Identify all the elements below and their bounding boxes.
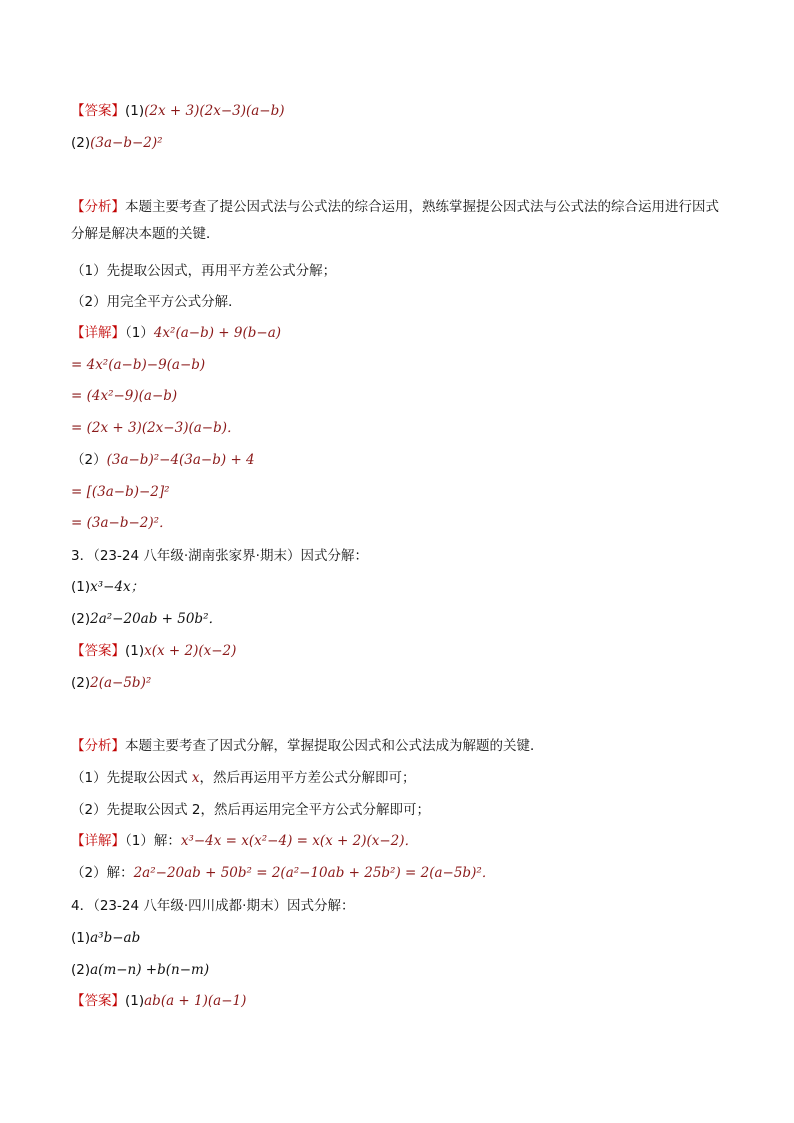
q2-detail-1 bbox=[71, 323, 281, 343]
answer-expression: x(x + 2)(x−2) bbox=[144, 643, 237, 659]
analysis-step: （1）先提取公因式 bbox=[71, 770, 192, 786]
q2-answer-line-1 bbox=[71, 101, 285, 121]
q3-detail-1 bbox=[71, 831, 418, 851]
detail-expression: x³−4x = x(x²−4) = x(x + 2)(x−2)． bbox=[180, 833, 419, 849]
q3-title bbox=[71, 546, 368, 566]
detail-expression: (3a−b)²−4(3a−b) + 4 bbox=[106, 452, 255, 468]
detail-step: = (2x + 3)(2x−3)(a−b)． bbox=[71, 420, 241, 436]
answer-expression: ab(a + 1)(a−1) bbox=[144, 993, 247, 1009]
q4-part-2 bbox=[71, 960, 209, 980]
answer-expression: 2(a−5b)² bbox=[90, 675, 152, 691]
analysis-label: 【分析】 bbox=[71, 738, 125, 754]
part-prefix: (2) bbox=[71, 611, 91, 627]
analysis-step: （2）用完全平方公式分解． bbox=[71, 294, 242, 310]
answer-prefix: (1) bbox=[125, 103, 145, 119]
q2-analysis-2 bbox=[71, 292, 242, 312]
part-expression: x³−4x； bbox=[90, 579, 145, 595]
detail-prefix: （2）解： bbox=[71, 865, 134, 881]
q3-analysis-2 bbox=[71, 800, 430, 820]
part-expression: a(m−n) +b(n−m) bbox=[90, 962, 210, 978]
detail-prefix: （1）解： bbox=[125, 833, 181, 849]
analysis-variable: x bbox=[191, 770, 200, 786]
part-prefix: (1) bbox=[71, 579, 91, 595]
detail-label: 【详解】 bbox=[71, 325, 125, 341]
detail-step: = 4x²(a−b)−9(a−b) bbox=[71, 357, 206, 373]
q2-detail-2 bbox=[71, 450, 255, 470]
q2-detail-1-step-3 bbox=[71, 418, 241, 438]
q3-part-2 bbox=[71, 609, 222, 629]
detail-expression: 4x²(a−b) + 9(b−a) bbox=[153, 325, 282, 341]
q4-answer-line-1 bbox=[71, 991, 246, 1011]
part-expression: a³b−ab bbox=[90, 930, 141, 946]
detail-prefix: （1） bbox=[125, 325, 154, 341]
question-title: 4．（23-24 八年级·四川成都·期末）因式分解： bbox=[71, 898, 355, 914]
detail-step: = [(3a−b)−2]² bbox=[71, 484, 170, 500]
q4-title bbox=[71, 896, 354, 916]
answer-prefix: (2) bbox=[71, 675, 91, 691]
analysis-label: 【分析】 bbox=[71, 199, 125, 215]
q3-part-1 bbox=[71, 577, 144, 597]
answer-label: 【答案】 bbox=[71, 993, 125, 1009]
part-expression: 2a²−20ab + 50b²． bbox=[90, 611, 222, 627]
analysis-step: （1）先提取公因式，再用平方差公式分解； bbox=[71, 263, 337, 279]
answer-label: 【答案】 bbox=[71, 103, 125, 119]
analysis-text: 本题主要考查了因式分解，掌握提取公因式和公式法成为解题的关键． bbox=[125, 738, 544, 754]
detail-prefix: （2） bbox=[71, 452, 107, 468]
answer-prefix: (2) bbox=[71, 135, 91, 151]
q3-answer-line-1 bbox=[71, 641, 236, 661]
answer-label: 【答案】 bbox=[71, 643, 125, 659]
analysis-step-tail: ，然后再运用平方差公式分解即可； bbox=[199, 770, 416, 786]
q2-detail-2-step-1 bbox=[71, 482, 170, 502]
analysis-step: （2）先提取公因式 2，然后再运用完全平方公式分解即可； bbox=[71, 802, 430, 818]
q3-analysis-1 bbox=[71, 768, 416, 788]
q3-answer-line-2 bbox=[71, 673, 151, 693]
detail-expression: 2a²−20ab + 50b² = 2(a²−10ab + 25b²) = 2(a−5b)²． bbox=[133, 865, 496, 881]
answer-prefix: (1) bbox=[125, 993, 145, 1009]
q2-detail-1-step-2 bbox=[71, 386, 177, 406]
q2-analysis-1 bbox=[71, 261, 336, 281]
part-prefix: (1) bbox=[71, 930, 91, 946]
answer-prefix: (1) bbox=[125, 643, 145, 659]
q2-detail-2-step-2 bbox=[71, 513, 173, 533]
answer-expression: (3a−b−2)² bbox=[90, 135, 163, 151]
answer-expression: (2x + 3)(2x−3)(a−b) bbox=[144, 103, 285, 119]
detail-label: 【详解】 bbox=[71, 833, 125, 849]
q2-answer-line-2 bbox=[71, 133, 163, 153]
q2-analysis bbox=[71, 194, 721, 248]
question-title: 3．（23-24 八年级·湖南张家界·期末）因式分解： bbox=[71, 548, 368, 564]
q3-analysis bbox=[71, 736, 544, 756]
detail-step: = (3a−b−2)²． bbox=[71, 515, 173, 531]
detail-step: = (4x²−9)(a−b) bbox=[71, 388, 178, 404]
analysis-text: 本题主要考查了提公因式法与公式法的综合运用，熟练掌握提公因式法与公式法的综合运用进行因式分解是解决本题的关键． bbox=[71, 199, 719, 242]
q4-part-1 bbox=[71, 928, 140, 948]
q2-detail-1-step-1 bbox=[71, 355, 205, 375]
part-prefix: (2) bbox=[71, 962, 91, 978]
q3-detail-2 bbox=[71, 863, 495, 883]
